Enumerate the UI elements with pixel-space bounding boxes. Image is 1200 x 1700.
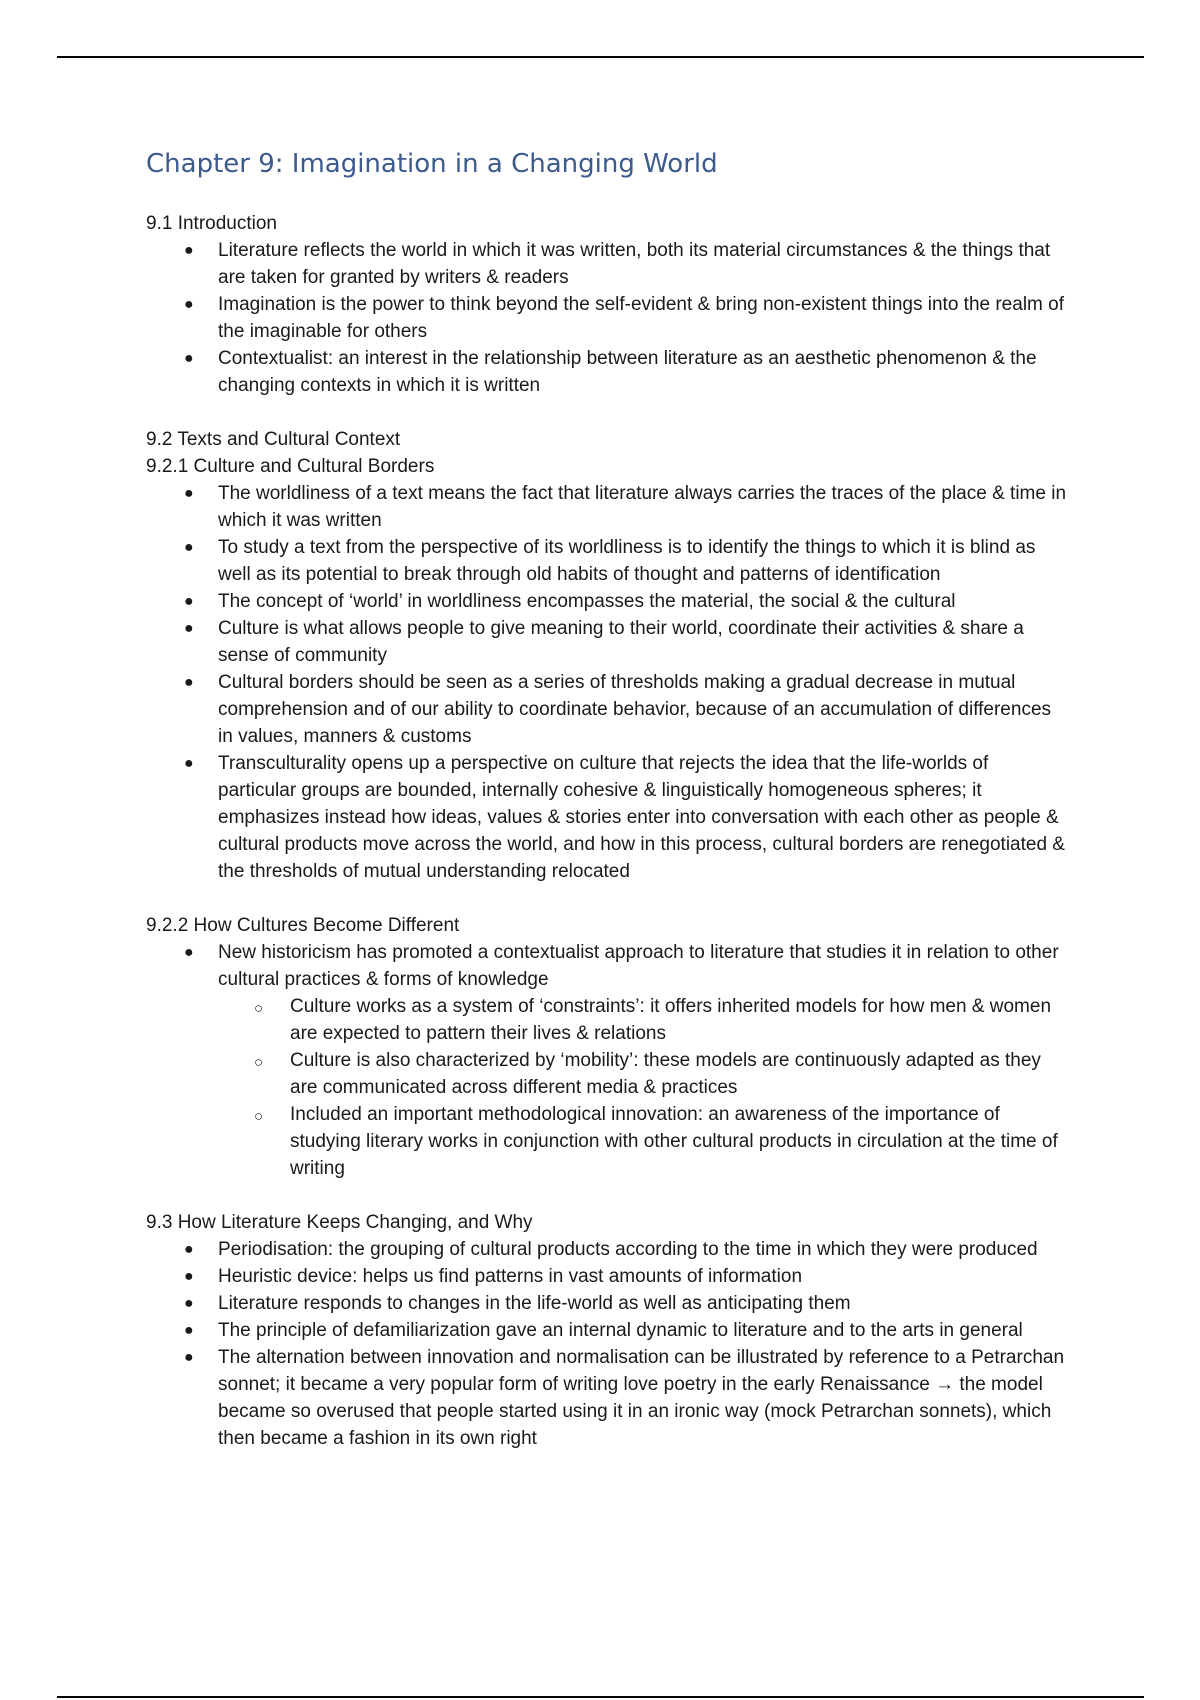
list-item [184, 1317, 1066, 1344]
list-item [184, 480, 1067, 534]
section-9-1 [146, 210, 1066, 399]
list-item-text: To study a text from the perspective of its worldliness is to identify the things to which it is blind as well as its potential to break through old habits of thought and patterns of identification [218, 537, 1036, 585]
list-item [184, 1290, 1066, 1317]
list-item-text: The alternation between innovation and normalisation can be illustrated by reference to a Petrarchan sonnet; it became a very popular form of writing love poetry in the early Renaissance → the model became so overused that people started using it in an ironic way (mock Petrarchan sonnets), which then became a fashion in its own right [218, 1347, 1065, 1449]
bullet-icon: ● [184, 593, 194, 610]
bullet-icon: ● [184, 296, 194, 313]
list-item-text: The worldliness of a text means the fact that literature always carries the traces of the place & time in which it was written [218, 483, 1067, 531]
section-heading: 9.1 Introduction [146, 213, 277, 234]
list-item [184, 1344, 1066, 1452]
list-item-text: The principle of defamiliarization gave an internal dynamic to literature and to the arts in general [218, 1320, 1023, 1341]
bullet-list [146, 1236, 1066, 1452]
list-item-text: New historicism has promoted a contextualist approach to literature that studies it in relation to other cultural practices & forms of knowledge [218, 942, 1059, 990]
list-item-text: Literature reflects the world in which it was written, both its material circumstances & the things that are taken for granted by writers & readers [218, 240, 1051, 288]
spacer [146, 399, 1066, 426]
section-heading: 9.2 Texts and Cultural Context [146, 429, 401, 450]
list-item-text: Contextualist: an interest in the relationship between literature as an aesthetic phenomenon & the changing contexts in which it is written [218, 348, 1037, 396]
document-body [146, 146, 1066, 1452]
list-item-text: Literature responds to changes in the life-world as well as anticipating them [218, 1293, 851, 1314]
list-item [184, 345, 1066, 399]
list-item [184, 615, 1066, 669]
bullet-icon: ● [184, 674, 194, 691]
list-item-text: Heuristic device: helps us find patterns in vast amounts of information [218, 1266, 803, 1287]
bullet-icon: ● [184, 1322, 194, 1339]
footer-rule [57, 1696, 1144, 1698]
bullet-icon: ● [184, 539, 194, 556]
bullet-icon: ● [184, 350, 194, 367]
list-item [184, 750, 1066, 885]
bullet-icon: ● [184, 944, 194, 961]
header-rule [57, 56, 1144, 58]
bullet-icon: ● [184, 242, 194, 259]
list-item [184, 669, 1066, 750]
bullet-icon: ● [184, 485, 194, 502]
sub-bullet-list [218, 993, 1066, 1182]
section-9-2-2 [146, 912, 1066, 1182]
spacer [146, 1182, 1066, 1209]
bullet-icon: ● [184, 1241, 194, 1258]
spacer [146, 885, 1066, 912]
list-item [184, 237, 1066, 291]
list-item [184, 939, 1066, 1182]
list-item [184, 291, 1066, 345]
list-item-text: Culture is what allows people to give meaning to their world, coordinate their activities & share a sense of community [218, 618, 1024, 666]
bullet-icon: ● [184, 1295, 194, 1312]
list-item [184, 1236, 1066, 1263]
sub-list-item-text: Included an important methodological innovation: an awareness of the importance of studying literary works in conjunction with other cultural products in circulation at the time of writing [290, 1104, 1058, 1179]
sub-list-item-text: Culture works as a system of ‘constraints’: it offers inherited models for how men & women are expected to pattern their lives & relations [290, 996, 1052, 1044]
list-item-text: Periodisation: the grouping of cultural products according to the time in which they were produced [218, 1239, 1038, 1260]
bullet-icon: ● [184, 755, 194, 772]
sub-list-item [254, 993, 1066, 1047]
bullet-list [146, 480, 1066, 885]
list-item-text: The concept of ‘world’ in worldliness encompasses the material, the social & the cultural [218, 591, 956, 612]
list-item-text: Cultural borders should be seen as a series of thresholds making a gradual decrease in mutual comprehension and of our ability to coordinate behavior, because of an accumulation of differences in values, manners & customs [218, 672, 1052, 747]
bullet-icon: ● [184, 1268, 194, 1285]
section-9-3 [146, 1209, 1066, 1452]
list-item [184, 534, 1066, 588]
chapter-title: Chapter 9: Imagination in a Changing World [146, 149, 718, 179]
sub-list-item-text: Culture is also characterized by ‘mobility’: these models are continuously adapted as they are communicated across different media & practices [290, 1050, 1041, 1098]
section-heading: 9.3 How Literature Keeps Changing, and Why [146, 1212, 533, 1233]
circle-bullet-icon: ○ [254, 1054, 264, 1071]
list-item-text: Transculturality opens up a perspective on culture that rejects the idea that the life-worlds of particular groups are bounded, internally cohesive & linguistically homogeneous spheres; it emphasizes instead how ideas, values & stories enter into conversation with each other as people & cultural products move across the world, and how in this process, cultural borders are renegotiated & the thresholds of mutual understanding relocated [218, 753, 1065, 882]
list-item-text: Imagination is the power to think beyond the self-evident & bring non-existent things into the realm of the imaginable for others [218, 294, 1064, 342]
sub-list-item [254, 1101, 1066, 1182]
circle-bullet-icon: ○ [254, 1108, 264, 1125]
bullet-list [146, 237, 1066, 399]
bullet-icon: ● [184, 620, 194, 637]
circle-bullet-icon: ○ [254, 1000, 264, 1017]
subsection-heading: 9.2.1 Culture and Cultural Borders [146, 456, 435, 477]
sub-list-item [254, 1047, 1066, 1101]
section-9-2 [146, 426, 1066, 885]
subsection-heading: 9.2.2 How Cultures Become Different [146, 915, 460, 936]
list-item [184, 1263, 1066, 1290]
bullet-icon: ● [184, 1349, 194, 1366]
bullet-list [146, 939, 1066, 1182]
list-item [184, 588, 1066, 615]
